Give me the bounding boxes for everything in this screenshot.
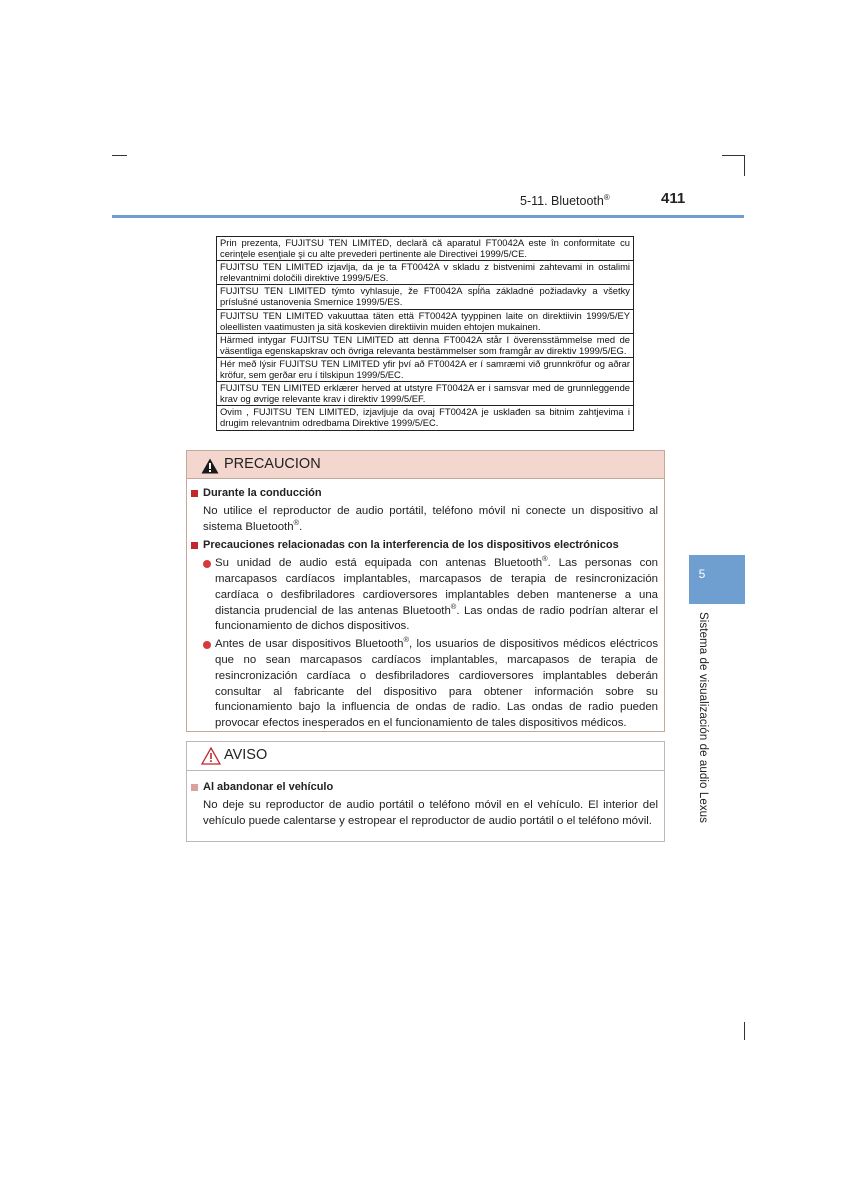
bullet-dot-icon [203, 560, 211, 568]
driving-paragraph: No utilice el reproductor de audio portátil, teléfono móvil ni conecte un dispositivo al sistema Bluetooth®. [203, 504, 658, 533]
crop-mark-bottom-right [744, 1022, 745, 1040]
caution-body [187, 479, 664, 732]
chapter-number: 5 [698, 567, 706, 581]
caution-header [187, 451, 664, 479]
section-heading-leaving: Al abandonar el vehículo [187, 780, 664, 796]
declaration-row: FUJITSU TEN LIMITED týmto vyhlasuje, že FT0042A spĺňa základné požiadavky a všetky príslušné ustanovenia Smernice 1999/5/ES. [217, 285, 633, 309]
chapter-title-vertical: Sistema de visualización de audio Lexus [697, 612, 709, 824]
declaration-row: Hér með lýsir FUJITSU TEN LIMITED yfir því að FT0042A er í samræmi við grunnkröfur og aðrar kröfur, sem gerðar eru í tilskipun 1999/5/EC. [217, 358, 633, 382]
section-heading-interference: Precauciones relacionadas con la interferencia de los dispositivos electrónicos [187, 538, 664, 554]
declaration-table [216, 236, 634, 431]
crop-mark-top-left [112, 155, 127, 156]
notice-title: AVISO [224, 747, 268, 763]
declaration-row: Prin prezenta, FUJITSU TEN LIMITED, declară că aparatul FT0042A este în conformitate cu cerinţele esenţiale şi cu alte prevederi pertinente ale Directivei 1999/5/CE. [217, 237, 633, 261]
crop-mark-top-right-v [744, 155, 745, 176]
section-heading-driving: Durante la conducción [187, 486, 664, 502]
page-number: 411 [661, 190, 686, 207]
list-item: Su unidad de audio está equipada con antenas Bluetooth®. Las personas con marcapasos cardíacos implantables, marcapasos de terapia de resincronización cardíaca o desfibriladores cardioversores implantables deben mantenerse a una distancia prudencial de las antenas Bluetooth®. Las ondas de radio podrían alterar el funcionamiento de dichos dispositivos. [187, 556, 664, 635]
notice-box [186, 741, 665, 842]
declaration-row: Härmed intygar FUJITSU TEN LIMITED att denna FT0042A står I överensstämmelse med de väsentliga egenskapskrav och övriga relevanta bestämmelser som framgår av direktiv 1999/5/EG. [217, 334, 633, 358]
bullet-square-icon [191, 542, 198, 549]
bullet-dot-icon [203, 641, 211, 649]
caution-outline-icon [201, 747, 221, 765]
caution-title: PRECAUCION [224, 456, 321, 472]
section-title: 5-11. Bluetooth® [520, 193, 610, 209]
crop-mark-top-right-h [722, 155, 744, 156]
bullet-square-icon [191, 490, 198, 497]
declaration-row: FUJITSU TEN LIMITED erklærer herved at utstyre FT0042A er i samsvar med de grunnleggende krav og øvrige relevante krav i direktiv 1999/5/EF. [217, 382, 633, 406]
warning-icon [201, 458, 219, 474]
declaration-row: Ovim , FUJITSU TEN LIMITED, izjavljuje da ovaj FT0042A je usklađen sa bitnim zahtjevima i drugim relevantnim odredbama Direktive 1999/5/EC. [220, 406, 630, 429]
bullet-square-icon [191, 784, 198, 791]
caution-box [186, 450, 665, 732]
list-item: Antes de usar dispositivos Bluetooth®, los usuarios de dispositivos médicos eléctricos que no sean marcapasos cardíacos implantables, marcapasos de terapia de resincronización cardíaca o desfibriladores cardioversores implantables deberán consultar al fabricante del dispositivo para obtener información sobre su funcionamiento bajo la influencia de ondas de radio. Las ondas de radio pueden provocar efectos inesperados en el funcionamiento de tales dispositivos médicos. [187, 637, 664, 732]
chapter-tab [689, 555, 745, 604]
declaration-row: FUJITSU TEN LIMITED vakuuttaa täten että FT0042A tyyppinen laite on direktiivin 1999/5/EY oleellisten vaatimusten ja sitä koskevien direktiivin muiden ehtojen mukainen. [217, 310, 633, 334]
declaration-row: FUJITSU TEN LIMITED izjavlja, da je ta FT0042A v skladu z bistvenimi zahtevami in ostalimi relevantnimi določili direktive 1999/5/ES. [217, 261, 633, 285]
notice-body [187, 771, 664, 829]
header-rule [112, 215, 744, 218]
notice-header [187, 742, 664, 771]
leaving-paragraph: No deje su reproductor de audio portátil o teléfono móvil en el vehículo. El interior del vehículo puede calentarse y estropear el reproductor de audio portátil o el teléfono móvil. [203, 798, 658, 827]
